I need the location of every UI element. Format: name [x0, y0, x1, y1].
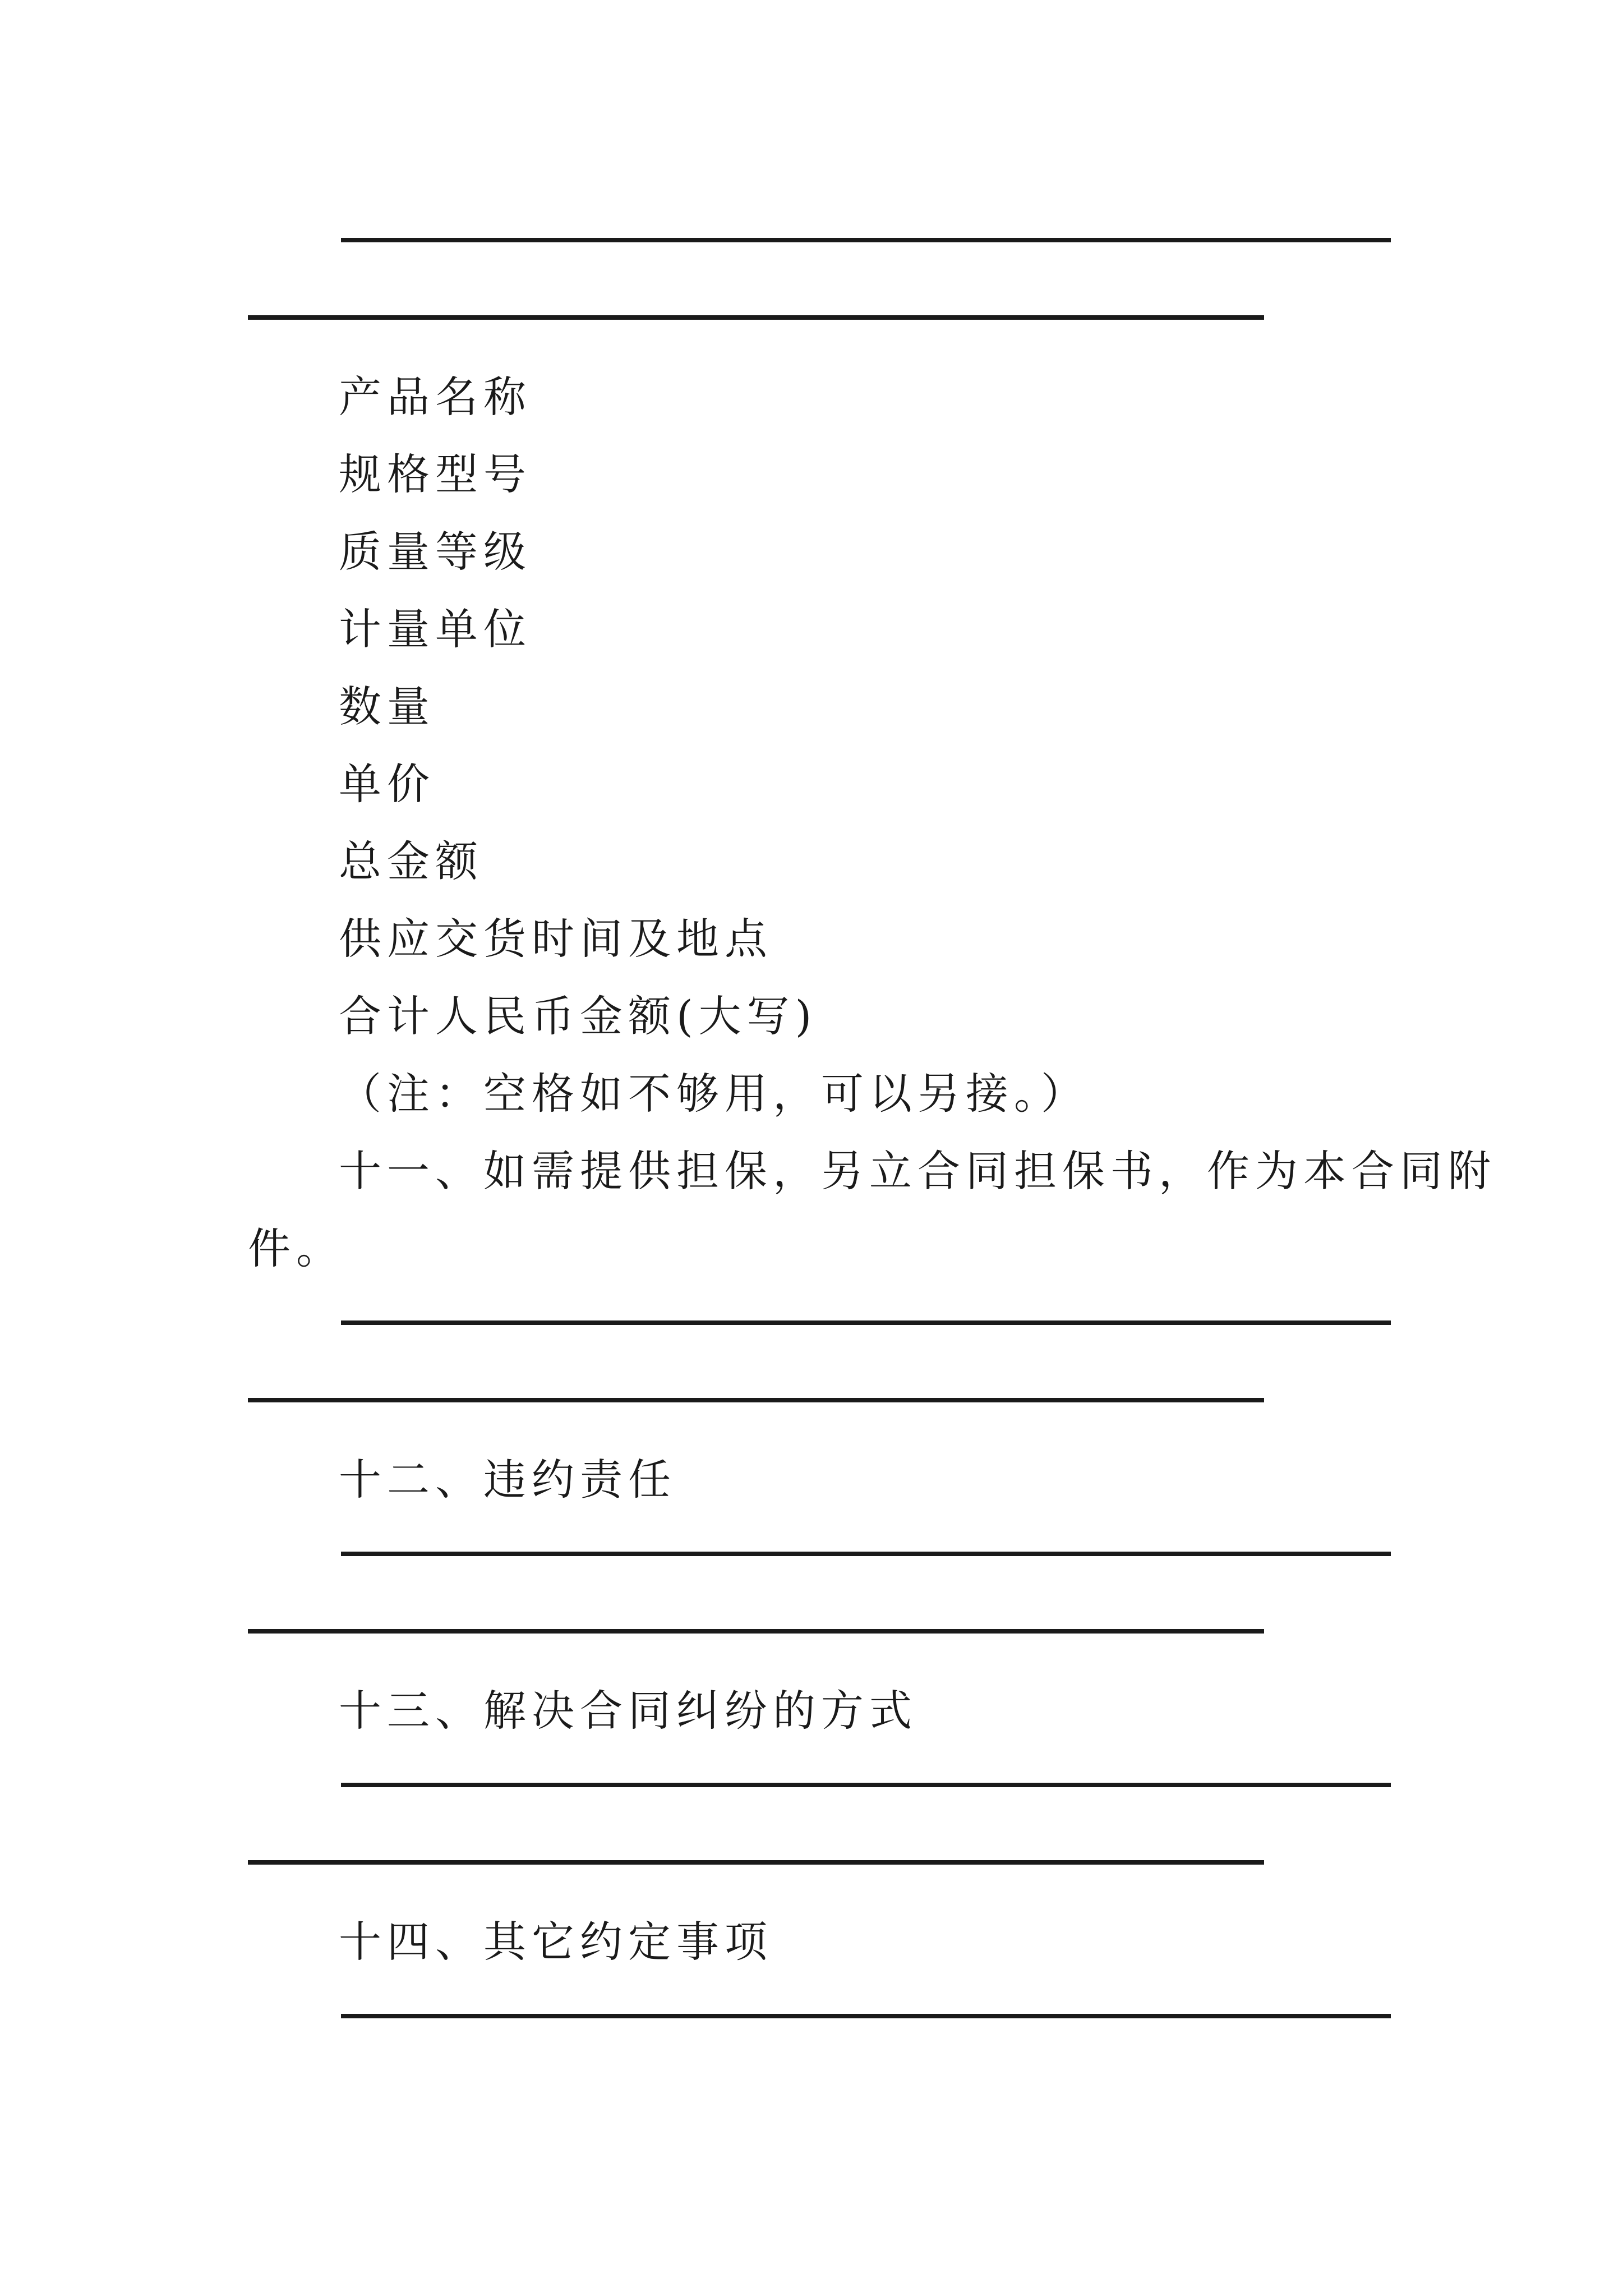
- item-total-amount: 总金额: [339, 836, 483, 886]
- clause-14-heading: 十四、其它约定事项: [339, 1917, 773, 1967]
- item-delivery: 供应交货时间及地点: [339, 914, 773, 964]
- blank-fill-line: [341, 1320, 1391, 1325]
- blank-fill-line: [248, 1860, 1264, 1865]
- blank-fill-line: [341, 1552, 1391, 1556]
- blank-fill-line: [341, 1783, 1391, 1787]
- item-product-name: 产品名称: [339, 372, 532, 422]
- clause-11-line2: 件。: [248, 1223, 344, 1273]
- clause-12-heading: 十二、违约责任: [339, 1455, 676, 1504]
- clause-11-line1: 十一、如需提供担保，另立合同担保书，作为本合同附: [339, 1146, 1496, 1196]
- clause-13-heading: 十三、解决合同纠纷的方式: [339, 1686, 917, 1736]
- blank-fill-line: [248, 1398, 1264, 1402]
- item-quantity: 数量: [339, 682, 435, 731]
- blank-fill-line: [248, 1629, 1264, 1634]
- item-quality-grade: 质量等级: [339, 527, 532, 577]
- item-spec-model: 规格型号: [339, 449, 532, 499]
- item-total-rmb: 合计人民币金额(大写): [339, 991, 818, 1041]
- note-text: （注：空格如不够用，可以另接。）: [339, 1069, 1089, 1119]
- blank-fill-line: [248, 315, 1264, 320]
- item-unit-price: 单价: [339, 759, 435, 809]
- item-unit: 计量单位: [339, 604, 532, 654]
- blank-fill-line: [341, 2014, 1391, 2018]
- blank-fill-line: [341, 238, 1391, 242]
